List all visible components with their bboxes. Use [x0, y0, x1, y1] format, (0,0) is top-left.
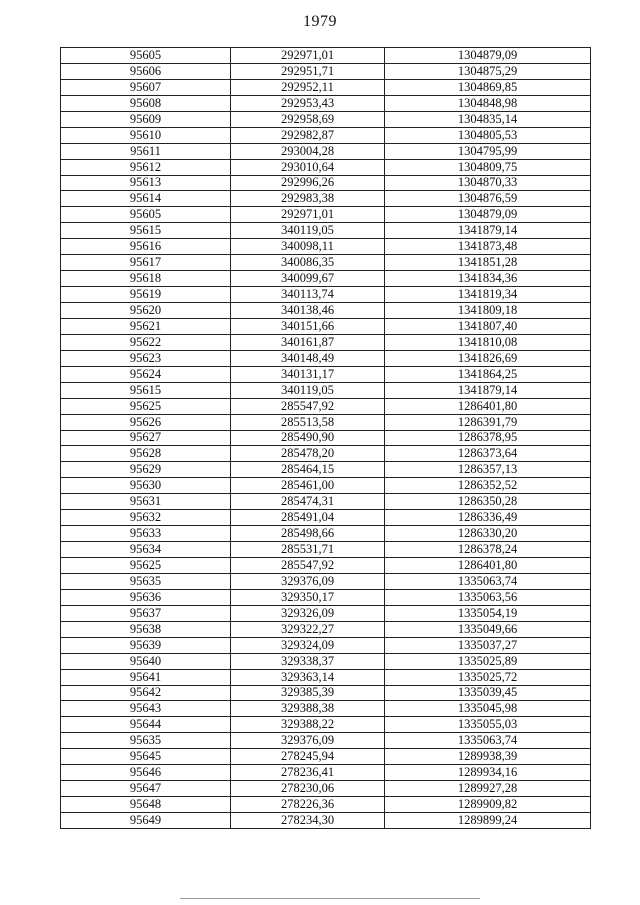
table-row: [61, 239, 591, 255]
point-number-cell: 95647: [61, 781, 231, 797]
point-number-cell: 95611: [61, 143, 231, 159]
y-coordinate-cell: 1304869,85: [385, 79, 591, 95]
table-row: [61, 175, 591, 191]
table-row: [61, 255, 591, 271]
x-coordinate-cell: 329338,37: [231, 653, 385, 669]
table-row: [61, 558, 591, 574]
table-row: [61, 303, 591, 319]
x-coordinate-cell: 278226,36: [231, 797, 385, 813]
y-coordinate-cell: 1304870,33: [385, 175, 591, 191]
table-row: [61, 191, 591, 207]
table-row: [61, 733, 591, 749]
point-number-cell: 95649: [61, 813, 231, 829]
point-number-cell: 95616: [61, 239, 231, 255]
table-row: [61, 430, 591, 446]
point-number-cell: 95605: [61, 48, 231, 64]
x-coordinate-cell: 285490,90: [231, 430, 385, 446]
x-coordinate-cell: 340113,74: [231, 287, 385, 303]
table-row: [61, 95, 591, 111]
x-coordinate-cell: 329324,09: [231, 637, 385, 653]
point-number-cell: 95605: [61, 207, 231, 223]
point-number-cell: 95613: [61, 175, 231, 191]
point-number-cell: 95628: [61, 446, 231, 462]
point-number-cell: 95610: [61, 127, 231, 143]
y-coordinate-cell: 1304835,14: [385, 111, 591, 127]
x-coordinate-cell: 329385,39: [231, 685, 385, 701]
table-row: [61, 63, 591, 79]
x-coordinate-cell: 329322,27: [231, 621, 385, 637]
table-row: [61, 813, 591, 829]
point-number-cell: 95609: [61, 111, 231, 127]
y-coordinate-cell: 1341810,08: [385, 334, 591, 350]
point-number-cell: 95626: [61, 414, 231, 430]
coordinates-table-body: [61, 48, 591, 829]
bottom-edge-line: [180, 898, 480, 899]
x-coordinate-cell: 292982,87: [231, 127, 385, 143]
y-coordinate-cell: 1289899,24: [385, 813, 591, 829]
point-number-cell: 95635: [61, 733, 231, 749]
point-number-cell: 95639: [61, 637, 231, 653]
x-coordinate-cell: 285474,31: [231, 494, 385, 510]
table-row: [61, 366, 591, 382]
y-coordinate-cell: 1341807,40: [385, 318, 591, 334]
point-number-cell: 95608: [61, 95, 231, 111]
y-coordinate-cell: 1304848,98: [385, 95, 591, 111]
x-coordinate-cell: 285531,71: [231, 542, 385, 558]
point-number-cell: 95635: [61, 573, 231, 589]
table-row: [61, 669, 591, 685]
table-row: [61, 685, 591, 701]
y-coordinate-cell: 1335054,19: [385, 605, 591, 621]
point-number-cell: 95637: [61, 605, 231, 621]
y-coordinate-cell: 1335045,98: [385, 701, 591, 717]
y-coordinate-cell: 1341809,18: [385, 303, 591, 319]
table-row: [61, 334, 591, 350]
point-number-cell: 95627: [61, 430, 231, 446]
y-coordinate-cell: 1335055,03: [385, 717, 591, 733]
y-coordinate-cell: 1304879,09: [385, 207, 591, 223]
table-row: [61, 589, 591, 605]
table-row: [61, 414, 591, 430]
x-coordinate-cell: 340119,05: [231, 382, 385, 398]
y-coordinate-cell: 1286391,79: [385, 414, 591, 430]
y-coordinate-cell: 1335025,72: [385, 669, 591, 685]
x-coordinate-cell: 285464,15: [231, 462, 385, 478]
x-coordinate-cell: 340119,05: [231, 223, 385, 239]
point-number-cell: 95642: [61, 685, 231, 701]
y-coordinate-cell: 1335049,66: [385, 621, 591, 637]
y-coordinate-cell: 1341826,69: [385, 350, 591, 366]
y-coordinate-cell: 1286401,80: [385, 398, 591, 414]
x-coordinate-cell: 329376,09: [231, 573, 385, 589]
point-number-cell: 95632: [61, 510, 231, 526]
y-coordinate-cell: 1335063,74: [385, 733, 591, 749]
y-coordinate-cell: 1304809,75: [385, 159, 591, 175]
y-coordinate-cell: 1289909,82: [385, 797, 591, 813]
table-row: [61, 701, 591, 717]
table-row: [61, 478, 591, 494]
table-row: [61, 510, 591, 526]
point-number-cell: 95612: [61, 159, 231, 175]
y-coordinate-cell: 1289927,28: [385, 781, 591, 797]
table-row: [61, 653, 591, 669]
table-row: [61, 271, 591, 287]
table-row: [61, 542, 591, 558]
table-row: [61, 223, 591, 239]
x-coordinate-cell: 285547,92: [231, 558, 385, 574]
x-coordinate-cell: 329326,09: [231, 605, 385, 621]
table-row: [61, 494, 591, 510]
point-number-cell: 95621: [61, 318, 231, 334]
x-coordinate-cell: 292953,43: [231, 95, 385, 111]
point-number-cell: 95615: [61, 382, 231, 398]
y-coordinate-cell: 1286378,24: [385, 542, 591, 558]
y-coordinate-cell: 1335025,89: [385, 653, 591, 669]
x-coordinate-cell: 292983,38: [231, 191, 385, 207]
x-coordinate-cell: 292958,69: [231, 111, 385, 127]
table-row: [61, 143, 591, 159]
table-row: [61, 637, 591, 653]
x-coordinate-cell: 292971,01: [231, 48, 385, 64]
y-coordinate-cell: 1335039,45: [385, 685, 591, 701]
table-row: [61, 79, 591, 95]
x-coordinate-cell: 278245,94: [231, 749, 385, 765]
table-row: [61, 717, 591, 733]
table-row: [61, 605, 591, 621]
point-number-cell: 95641: [61, 669, 231, 685]
x-coordinate-cell: 340161,87: [231, 334, 385, 350]
table-row: [61, 462, 591, 478]
y-coordinate-cell: 1286401,80: [385, 558, 591, 574]
x-coordinate-cell: 285547,92: [231, 398, 385, 414]
x-coordinate-cell: 292951,71: [231, 63, 385, 79]
table-row: [61, 382, 591, 398]
x-coordinate-cell: 285478,20: [231, 446, 385, 462]
point-number-cell: 95623: [61, 350, 231, 366]
x-coordinate-cell: 329388,22: [231, 717, 385, 733]
page-number: 1979: [303, 13, 337, 30]
y-coordinate-cell: 1289938,39: [385, 749, 591, 765]
x-coordinate-cell: 278236,41: [231, 765, 385, 781]
point-number-cell: 95622: [61, 334, 231, 350]
point-number-cell: 95625: [61, 398, 231, 414]
point-number-cell: 95646: [61, 765, 231, 781]
y-coordinate-cell: 1341873,48: [385, 239, 591, 255]
point-number-cell: 95645: [61, 749, 231, 765]
table-row: [61, 781, 591, 797]
point-number-cell: 95619: [61, 287, 231, 303]
table-row: [61, 526, 591, 542]
point-number-cell: 95636: [61, 589, 231, 605]
x-coordinate-cell: 329363,14: [231, 669, 385, 685]
y-coordinate-cell: 1289934,16: [385, 765, 591, 781]
y-coordinate-cell: 1304805,53: [385, 127, 591, 143]
y-coordinate-cell: 1304876,59: [385, 191, 591, 207]
x-coordinate-cell: 278230,06: [231, 781, 385, 797]
y-coordinate-cell: 1335037,27: [385, 637, 591, 653]
table-row: [61, 207, 591, 223]
table-row: [61, 48, 591, 64]
table-row: [61, 446, 591, 462]
y-coordinate-cell: 1304875,29: [385, 63, 591, 79]
table-row: [61, 621, 591, 637]
x-coordinate-cell: 340148,49: [231, 350, 385, 366]
y-coordinate-cell: 1286336,49: [385, 510, 591, 526]
x-coordinate-cell: 285498,66: [231, 526, 385, 542]
y-coordinate-cell: 1286330,20: [385, 526, 591, 542]
x-coordinate-cell: 329388,38: [231, 701, 385, 717]
table-row: [61, 111, 591, 127]
point-number-cell: 95630: [61, 478, 231, 494]
x-coordinate-cell: 340138,46: [231, 303, 385, 319]
point-number-cell: 95614: [61, 191, 231, 207]
coordinates-table: [60, 47, 591, 829]
table-row: [61, 159, 591, 175]
table-row: [61, 350, 591, 366]
y-coordinate-cell: 1286373,64: [385, 446, 591, 462]
y-coordinate-cell: 1341834,36: [385, 271, 591, 287]
point-number-cell: 95607: [61, 79, 231, 95]
x-coordinate-cell: 292996,26: [231, 175, 385, 191]
x-coordinate-cell: 292952,11: [231, 79, 385, 95]
y-coordinate-cell: 1341819,34: [385, 287, 591, 303]
point-number-cell: 95638: [61, 621, 231, 637]
y-coordinate-cell: 1286352,52: [385, 478, 591, 494]
y-coordinate-cell: 1341864,25: [385, 366, 591, 382]
y-coordinate-cell: 1341879,14: [385, 382, 591, 398]
x-coordinate-cell: 293004,28: [231, 143, 385, 159]
table-row: [61, 318, 591, 334]
y-coordinate-cell: 1286357,13: [385, 462, 591, 478]
x-coordinate-cell: 329350,17: [231, 589, 385, 605]
point-number-cell: 95620: [61, 303, 231, 319]
point-number-cell: 95643: [61, 701, 231, 717]
x-coordinate-cell: 285461,00: [231, 478, 385, 494]
x-coordinate-cell: 340086,35: [231, 255, 385, 271]
x-coordinate-cell: 340098,11: [231, 239, 385, 255]
x-coordinate-cell: 340131,17: [231, 366, 385, 382]
x-coordinate-cell: 293010,64: [231, 159, 385, 175]
y-coordinate-cell: 1341851,28: [385, 255, 591, 271]
y-coordinate-cell: 1335063,74: [385, 573, 591, 589]
y-coordinate-cell: 1304795,99: [385, 143, 591, 159]
x-coordinate-cell: 329376,09: [231, 733, 385, 749]
point-number-cell: 95624: [61, 366, 231, 382]
x-coordinate-cell: 340099,67: [231, 271, 385, 287]
x-coordinate-cell: 292971,01: [231, 207, 385, 223]
point-number-cell: 95644: [61, 717, 231, 733]
table-row: [61, 797, 591, 813]
y-coordinate-cell: 1286350,28: [385, 494, 591, 510]
table-row: [61, 398, 591, 414]
point-number-cell: 95629: [61, 462, 231, 478]
x-coordinate-cell: 278234,30: [231, 813, 385, 829]
table-row: [61, 573, 591, 589]
point-number-cell: 95640: [61, 653, 231, 669]
point-number-cell: 95631: [61, 494, 231, 510]
point-number-cell: 95606: [61, 63, 231, 79]
table-row: [61, 127, 591, 143]
y-coordinate-cell: 1335063,56: [385, 589, 591, 605]
point-number-cell: 95634: [61, 542, 231, 558]
page-bottom-edge: [0, 898, 640, 899]
y-coordinate-cell: 1304879,09: [385, 48, 591, 64]
point-number-cell: 95618: [61, 271, 231, 287]
point-number-cell: 95615: [61, 223, 231, 239]
point-number-cell: 95617: [61, 255, 231, 271]
y-coordinate-cell: 1341879,14: [385, 223, 591, 239]
x-coordinate-cell: 340151,66: [231, 318, 385, 334]
point-number-cell: 95633: [61, 526, 231, 542]
point-number-cell: 95625: [61, 558, 231, 574]
table-row: [61, 765, 591, 781]
table-row: [61, 749, 591, 765]
x-coordinate-cell: 285491,04: [231, 510, 385, 526]
x-coordinate-cell: 285513,58: [231, 414, 385, 430]
y-coordinate-cell: 1286378,95: [385, 430, 591, 446]
point-number-cell: 95648: [61, 797, 231, 813]
table-row: [61, 287, 591, 303]
